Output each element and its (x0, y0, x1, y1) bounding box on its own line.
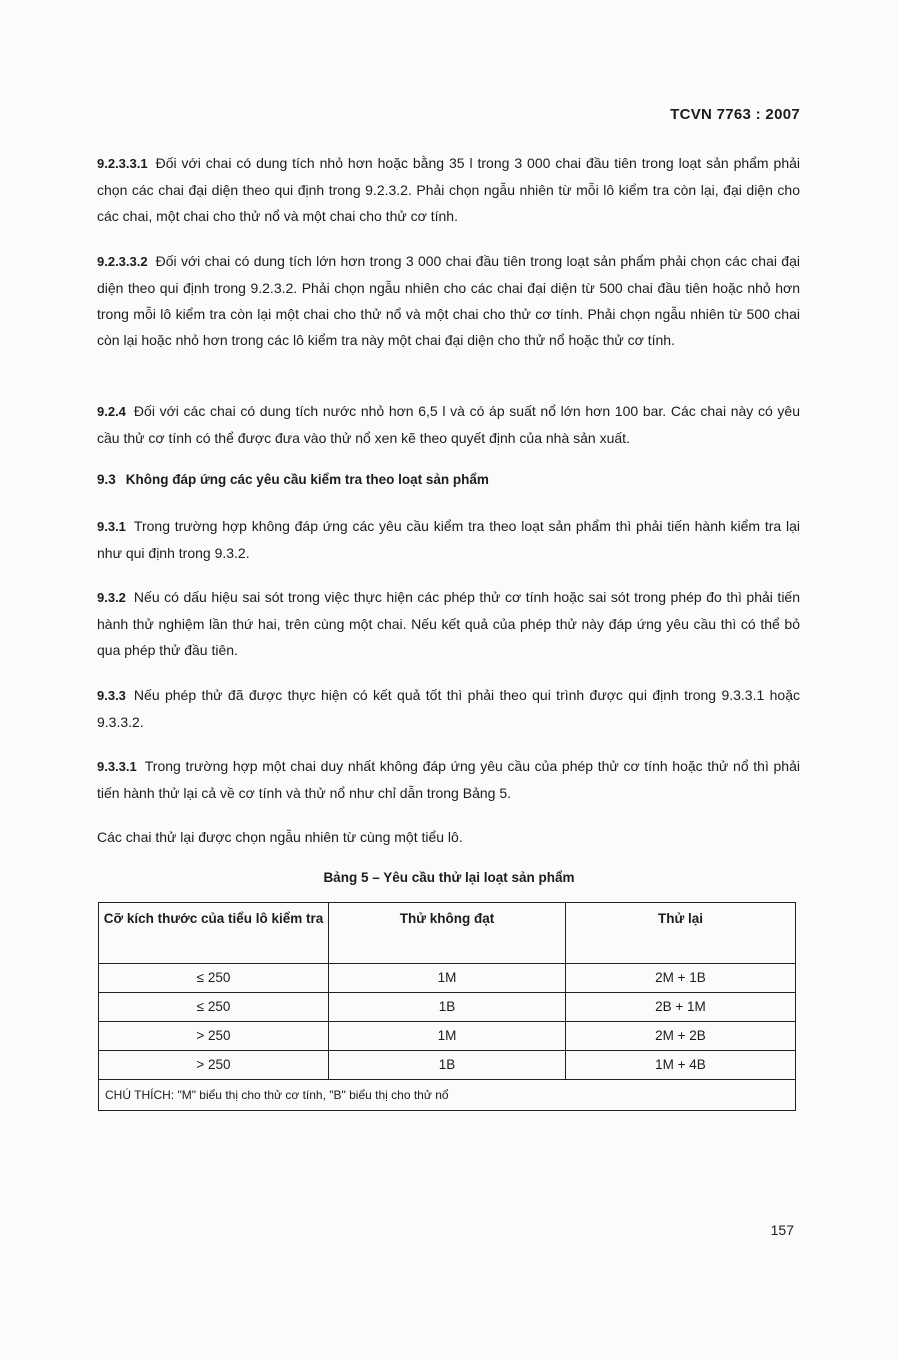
table-note-row (99, 1080, 796, 1111)
clause-number: 9.3.1 (97, 519, 126, 534)
paragraph-9-2-3-3-1 (97, 150, 800, 229)
table-cell: 1M (329, 1022, 566, 1051)
clause-number: 9.3.3.1 (97, 759, 137, 774)
paragraph-9-2-3-3-2 (97, 248, 800, 353)
paragraph-text: Nếu có dấu hiệu sai sót trong việc thực hiện các phép thử cơ tính hoặc sai sót trong phép đo thì phải tiến hành thử nghiệm lần thứ hai, trên cùng một chai. Nếu kết quả của phép thử này đáp ứng yêu cầu thì có thể bỏ qua phép thử đầu tiên. (97, 589, 800, 658)
clause-number: 9.2.3.3.2 (97, 254, 148, 269)
column-header: Thử không đạt (329, 903, 566, 964)
column-header: Thử lại (565, 903, 795, 964)
paragraph-text: Đối với các chai có dung tích nước nhỏ hơn 6,5 l và có áp suất nổ lớn hơn 100 bar. Các chai này có yêu cầu thử cơ tính có thể được đưa vào thử nổ xen kẽ theo quyết định của nhà sản xuất. (97, 403, 800, 446)
paragraph-text: Nếu phép thử đã được thực hiện có kết quả tốt thì phải theo qui trình được qui định trong 9.3.3.1 hoặc 9.3.3.2. (97, 687, 800, 730)
table-cell: 1M (329, 964, 566, 993)
section-title: Không đáp ứng các yêu cầu kiểm tra theo loạt sản phẩm (125, 472, 489, 487)
clause-number: 9.3.3 (97, 688, 126, 703)
section-number: 9.3 (97, 472, 116, 487)
table-cell: 1M + 4B (565, 1051, 795, 1080)
table-row (99, 1051, 796, 1080)
paragraph-text: Đối với chai có dung tích lớn hơn trong 3 000 chai đầu tiên trong loạt sản phẩm phải chọn các chai đại diện theo qui định trong 9.2.3.2. Phải chọn ngẫu nhiên cho các chai đại diện từ 500 chai đầu tiên hoặc nhỏ hơn trong mỗi lô kiểm tra còn lại một chai cho thử nổ và một chai cho thử cơ tính. Phải chọn ngẫu nhiên từ 500 chai còn lại hoặc nhỏ hơn trong các lô kiểm tra này một chai đại diện cho thử nổ hoặc thử cơ tính. (97, 253, 800, 348)
paragraph-9-3-3 (97, 682, 800, 735)
table-header-row (99, 903, 796, 964)
section-heading-9-3 (97, 472, 489, 487)
table-cell: 2M + 1B (565, 964, 795, 993)
table-note: CHÚ THÍCH: "M" biểu thị cho thử cơ tính, "B" biểu thị cho thử nổ (99, 1080, 796, 1111)
table-row (99, 993, 796, 1022)
table-cell: ≤ 250 (99, 964, 329, 993)
table-cell: 1B (329, 1051, 566, 1080)
table-cell: ≤ 250 (99, 993, 329, 1022)
paragraph-9-3-1 (97, 513, 800, 566)
retest-table (98, 902, 796, 1111)
table-cell: 2B + 1M (565, 993, 795, 1022)
paragraph-9-3-2 (97, 584, 800, 663)
paragraph-text: Đối với chai có dung tích nhỏ hơn hoặc bằng 35 l trong 3 000 chai đầu tiên trong loạt sản phẩm phải chọn các chai đại diện theo qui định trong 9.2.3.2. Phải chọn ngẫu nhiên từ mỗi lô kiểm tra còn lại, đại diện cho các chai, một chai cho thử nổ và một chai cho thử cơ tính. (97, 155, 800, 224)
table-cell: 2M + 2B (565, 1022, 795, 1051)
paragraph-9-2-4 (97, 398, 800, 451)
paragraph-text: Trong trường hợp một chai duy nhất không đáp ứng yêu cầu của phép thử cơ tính hoặc thử nổ thì phải tiến hành thử lại cả về cơ tính và thử nổ như chỉ dẫn trong Bảng 5. (97, 758, 800, 801)
paragraph-9-3-3-1 (97, 753, 800, 806)
column-header: Cỡ kích thước của tiểu lô kiểm tra (99, 903, 329, 964)
paragraph-text: Trong trường hợp không đáp ứng các yêu cầu kiểm tra theo loạt sản phẩm thì phải tiến hành kiểm tra lại như qui định trong 9.3.2. (97, 518, 800, 561)
table-cell: > 250 (99, 1051, 329, 1080)
page-number: 157 (770, 1222, 794, 1238)
table-caption: Bảng 5 – Yêu cầu thử lại loạt sản phẩm (323, 870, 575, 885)
table-cell: 1B (329, 993, 566, 1022)
table-row (99, 964, 796, 993)
clause-number: 9.2.3.3.1 (97, 156, 148, 171)
table-cell: > 250 (99, 1022, 329, 1051)
closing-text: Các chai thử lại được chọn ngẫu nhiên từ cùng một tiểu lô. (97, 829, 463, 845)
table-row (99, 1022, 796, 1051)
document-code: TCVN 7763 : 2007 (670, 106, 800, 123)
clause-number: 9.2.4 (97, 404, 126, 419)
clause-number: 9.3.2 (97, 590, 126, 605)
